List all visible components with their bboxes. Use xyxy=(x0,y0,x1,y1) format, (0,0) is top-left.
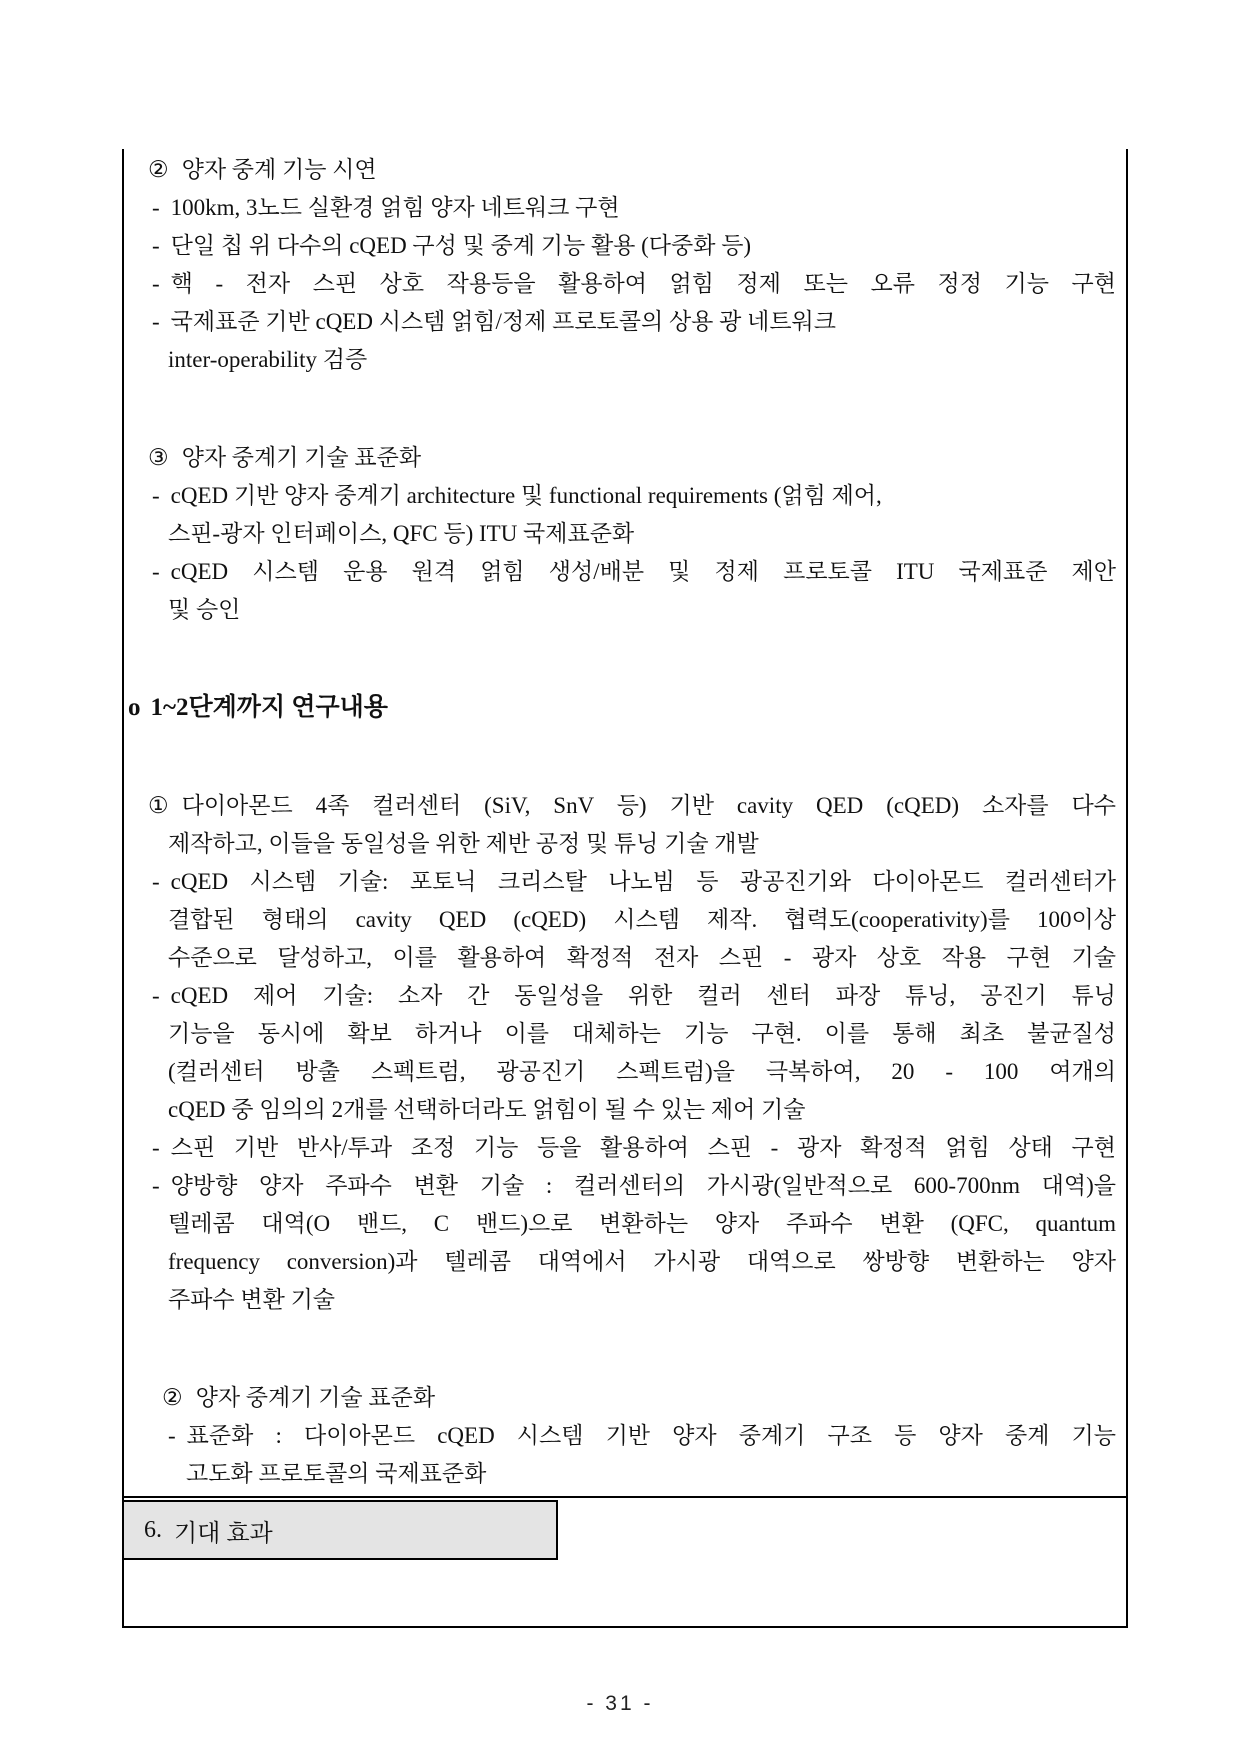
bullet-marker: o xyxy=(128,694,141,721)
line-text: 1~2단계까지 연구내용 xyxy=(150,694,388,721)
text-line xyxy=(124,901,1126,939)
line-text: cQED 중 임의의 2개를 선택하더라도 얽힘이 될 수 있는 제어 기술 xyxy=(168,1097,806,1122)
line-text: 결합된 형태의 cavity QED (cQED) 시스템 제작. 협력도(cooperativity)를 100이상 xyxy=(168,907,1116,932)
text-line xyxy=(124,1417,1126,1455)
dash-marker: - xyxy=(168,1423,176,1448)
dash-marker: - xyxy=(152,483,160,508)
text-line xyxy=(124,1053,1126,1091)
line-text: 텔레콤 대역(O 밴드, C 밴드)으로 변환하는 양자 주파수 변환 (QFC, quantum xyxy=(168,1211,1116,1236)
text-line xyxy=(124,189,1126,227)
text-line xyxy=(124,151,1126,189)
line-text: 양자 중계기 기술 표준화 xyxy=(195,1385,436,1410)
circled-number-marker: ③ xyxy=(148,445,169,470)
document-table xyxy=(122,149,1128,1628)
line-text: 100km, 3노드 실환경 얽힘 양자 네트워크 구현 xyxy=(170,195,620,220)
line-text: 국제표준 기반 cQED 시스템 얽힘/정제 프로토콜의 상용 광 네트워크 xyxy=(170,309,836,334)
text-line xyxy=(124,341,1126,379)
line-text: 기능을 동시에 확보 하거나 이를 대체하는 기능 구현. 이를 통해 최초 불균질성 xyxy=(168,1021,1116,1046)
text-line xyxy=(124,1379,1126,1417)
text-line xyxy=(124,1015,1126,1053)
dash-marker: - xyxy=(152,1173,160,1198)
line-text: cQED 기반 양자 중계기 architecture 및 functional requirements (얽힘 제어, xyxy=(170,483,882,508)
line-text: 다이아몬드 4족 컬러센터 (SiV, SnV 등) 기반 cavity QED (cQED) 소자를 다수 xyxy=(181,793,1116,818)
line-text: inter-operability 검증 xyxy=(168,347,368,372)
text-line xyxy=(124,515,1126,553)
text-line xyxy=(124,227,1126,265)
line-text: 양자 중계기 기술 표준화 xyxy=(181,445,422,470)
section-number: 6. xyxy=(144,1516,162,1543)
text-line xyxy=(124,1281,1126,1319)
line-text: cQED 시스템 운용 원격 얽힘 생성/배분 및 정제 프로토콜 ITU 국제표준 제안 xyxy=(170,559,1116,584)
text-line xyxy=(124,977,1126,1015)
text-line xyxy=(124,689,1126,727)
line-text: 및 승인 xyxy=(168,597,241,622)
text-line xyxy=(124,1243,1126,1281)
line-text: 주파수 변환 기술 xyxy=(168,1287,336,1312)
circled-number-marker: ① xyxy=(148,793,169,818)
line-text: 양방향 양자 주파수 변환 기술 : 컬러센터의 가시광(일반적으로 600-700nm 대역)을 xyxy=(170,1173,1116,1198)
dash-marker: - xyxy=(152,233,160,258)
text-line xyxy=(124,1091,1126,1129)
dash-marker: - xyxy=(152,869,160,894)
line-text: 스핀-광자 인터페이스, QFC 등) ITU 국제표준화 xyxy=(168,521,635,546)
text-line xyxy=(124,939,1126,977)
line-text: 표준화 : 다이아몬드 cQED 시스템 기반 양자 중계기 구조 등 양자 중계 기능 xyxy=(186,1423,1116,1448)
dash-marker: - xyxy=(152,559,160,584)
text-line xyxy=(124,1129,1126,1167)
text-line xyxy=(124,825,1126,863)
dash-marker: - xyxy=(152,1135,160,1160)
line-text: (컬러센터 방출 스펙트럼, 광공진기 스펙트럼)을 극복하여, 20 - 100 여개의 xyxy=(168,1059,1116,1084)
dash-marker: - xyxy=(152,309,160,334)
line-text: cQED 시스템 기술: 포토닉 크리스탈 나노빔 등 광공진기와 다이아몬드 컬러센터가 xyxy=(170,869,1116,894)
text-line xyxy=(124,553,1126,591)
dash-marker: - xyxy=(152,983,160,1008)
dash-marker: - xyxy=(152,195,160,220)
page-number: - 31 - xyxy=(586,1692,654,1715)
text-line xyxy=(124,1205,1126,1243)
line-text: 수준으로 달성하고, 이를 활용하여 확정적 전자 스핀 - 광자 상호 작용 구현 기술 xyxy=(168,945,1116,970)
line-text: frequency conversion)과 텔레콤 대역에서 가시광 대역으로 쌍방향 변환하는 양자 xyxy=(168,1249,1116,1274)
text-line xyxy=(124,1167,1126,1205)
text-line xyxy=(124,477,1126,515)
line-text: 제작하고, 이들을 동일성을 위한 제반 공정 및 튜닝 기술 개발 xyxy=(168,831,759,856)
text-line xyxy=(124,591,1126,629)
circled-number-marker: ② xyxy=(162,1385,183,1410)
line-text: 양자 중계 기능 시연 xyxy=(181,157,377,182)
text-line xyxy=(124,303,1126,341)
circled-number-marker: ② xyxy=(148,157,169,182)
section-title: 기대 효과 xyxy=(174,1520,273,1547)
text-line xyxy=(124,1455,1126,1493)
text-line xyxy=(124,863,1126,901)
dash-marker: - xyxy=(152,271,160,296)
line-text: 고도화 프로토콜의 국제표준화 xyxy=(186,1461,487,1486)
text-line xyxy=(124,787,1126,825)
table-row-divider xyxy=(122,1496,1128,1498)
line-text: 단일 칩 위 다수의 cQED 구성 및 중계 기능 활용 (다중화 등) xyxy=(170,233,752,258)
line-text: cQED 제어 기술: 소자 간 동일성을 위한 컬러 센터 파장 튜닝, 공진기 튜닝 xyxy=(170,983,1116,1008)
text-line xyxy=(124,265,1126,303)
text-line xyxy=(124,439,1126,477)
document-body-text xyxy=(124,149,1126,1493)
line-text: 스핀 기반 반사/투과 조정 기능 등을 활용하여 스핀 - 광자 확정적 얽힘 상태 구현 xyxy=(170,1135,1116,1160)
line-text: 핵 - 전자 스핀 상호 작용등을 활용하여 얽힘 정제 또는 오류 정정 기능 구현 xyxy=(170,271,1116,296)
section-6-header-cell xyxy=(122,1500,558,1560)
